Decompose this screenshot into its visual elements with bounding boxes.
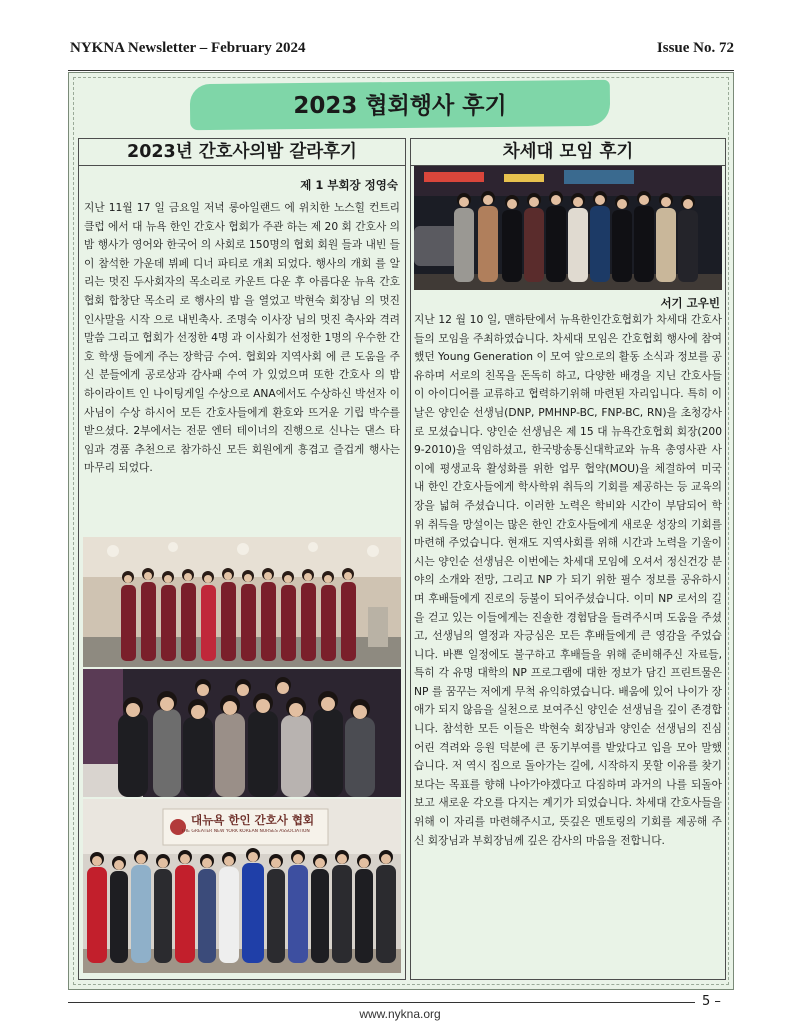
association-sign-text: 대뉴욕 한인 간호사 협회 <box>191 813 315 827</box>
issue-number: Issue No. 72 <box>656 40 734 56</box>
members-group-photo <box>83 669 401 797</box>
next-generation-photo <box>414 166 722 290</box>
page-number: 5 – <box>702 994 721 1009</box>
footer-url[interactable]: www.nykna.org <box>359 1007 441 1021</box>
right-article-title: 차세대 모임 후기 <box>502 142 634 162</box>
left-title-rule <box>79 165 405 166</box>
association-sign-subtext: THE GREATER NEW YORK KOREAN NURSES ASSOCIATION <box>181 829 310 834</box>
section-title: 2023 협회행사 후기 <box>293 93 507 119</box>
left-article-title: 2023년 간호사의밤 갈라후기 <box>127 142 357 162</box>
header-rule <box>68 70 734 71</box>
page-number-value: 5 <box>702 994 711 1009</box>
left-article-body: 지난 11월 17 일 금요일 저녁 롱아일랜드 에 위치한 노스힐 컨트리 클럽 에서 대 뉴욕 한인 간호사 협회가 주관 하는 제 20 회 간호사 의 밤 행사가 영어와 한국어 의 사회로 150명의 협회 회원 들과 내빈 들이 참석한 가운데 뷔페 디너 파티로 개최 되었다. 행사의 개회 를 알리는 멋진 두사회자의 목소리로 카운트 다운 후 아름다운 뉴욕 간호협회 합창단 목소리 로 행사의 밤 을 열었고 박현숙 회장님 의 멋진 인사말을 시작 으로 내빈축사. 조명숙 이사장 님의 멋진 축사와 격려 말씀 그리고 협회가 선정한 4명 과 이사회가 선정한 1명의 우수한 간호 학생 들에게 주는 장학금 수여. 협회와 지역사회 에 큰 도움을 주신 분들에게 공로상과 감사패 수여 가 있었으며 또한 간호사 의 밤 하이라이트 인 나이팅게일 수상으로 ANA에서도 수상하신 박선자 이사님이 수상 하시어 모든 간호사들에게 환호와 뜨거운 기립 박수를 받으셨다. 2부에서는 전문 엔터 테이너의 진행으로 신나는 댄스 타임과 경품 추천으로 참가하신 모든 회원에게 흥겹고 즐겁게 행사는 마무리 되었다. <box>84 201 401 475</box>
right-article-byline: 서기 고우빈 <box>660 296 720 310</box>
association-banner-photo <box>83 799 401 973</box>
left-article-byline: 제 1 부회장 정영숙 <box>300 178 398 192</box>
footer-rule <box>68 1002 695 1003</box>
newsletter-title: NYKNA Newsletter – February 2024 <box>70 40 306 56</box>
choir-photo <box>83 537 401 667</box>
right-article-body: 지난 12 월 10 일, 맨하탄에서 뉴욕한인간호협회가 차세대 간호사들의 모임을 주최하였습니다. 차세대 모임은 간호협회 행사에 참여했던 Young Generation 이 모여 앞으로의 활동 소식과 정보를 공유하며 서로의 친목을 돈독히 하고, 다양한 배경을 지닌 간호사들이 아이디어를 교류하고 협력하기위해 마련된 자리입니다. 특히 이날은 양인순 선생님(DNP, PMHNP-BC, FNP-BC, RN)을 초청강사로 모셨습니다. 양인순 선생님은 제 15 대 뉴욕간호협회 회장(2009-2010)을 역임하셨고, 한국방송통신대학교와 뉴욕 총영사관 사이에 평생교육 활성화를 위한 업무 협약(MOU)을 체결하여 미국 내 한인 간호사들에게 학사학위 취득의 기회를 제공하는 등 교육의 장을 넓혀 주셨습니다. 이러한 노력은 학비와 시간이 부담되어 학위 취득을 망설이는 많은 한인 간호사들에게 새로운 성장의 기회를 마련해 주었습니다. 현재도 지역사회를 위해 시간과 노력을 기울이시는 양인순 선생님은 이번에는 차세대 모임에 오셔서 정신건강 분야의 소개와 전망, 그리고 NP 가 되기 위한 필수 정보를 공유하시며 후배들에게 진로의 등불이 되어주셨습니다. 이미 NP 로서의 길을 걷고 있는 이들에게는 진솔한 경험담을 들려주시며 도움을 주셨고, 선생님의 열정과 자긍심은 모든 후배들에게 큰 영감을 주었습니다. 바쁜 일정에도 불구하고 후배들을 위해 준비해주신 자료들, 특히 각 유명 대학의 NP 프로그램에 대한 정보가 담긴 프린트물은 NP 를 꿈꾸는 저에게 무척 유익하였습니다. 배움에 있어 나이가 장애가 되지 않음을 실천으로 보여주신 양인순 선생님을 깊이 존경합니다. 참석한 모든 이들은 박현숙 회장님과 양인순 선생님의 진심 어린 격려와 응원 덕분에 큰 동기부여를 받았다고 입을 모아 말했습니다. 저 역시 집으로 돌아가는 길에, 시작하지 못할 이유를 찾기보다는 목표를 향해 나아가야겠다고 다짐하며 과거의 나를 되돌아보고 새로운 각오를 다지는 계기가 되었습니다. 차세대 간호사들을 위해 이 자리를 마련해주시고, 뜻깊은 멘토링의 기회를 제공해 주신 회장님과 부회장님께 깊은 감사의 마음을 전합니다. <box>414 313 723 847</box>
page-header <box>70 40 734 62</box>
